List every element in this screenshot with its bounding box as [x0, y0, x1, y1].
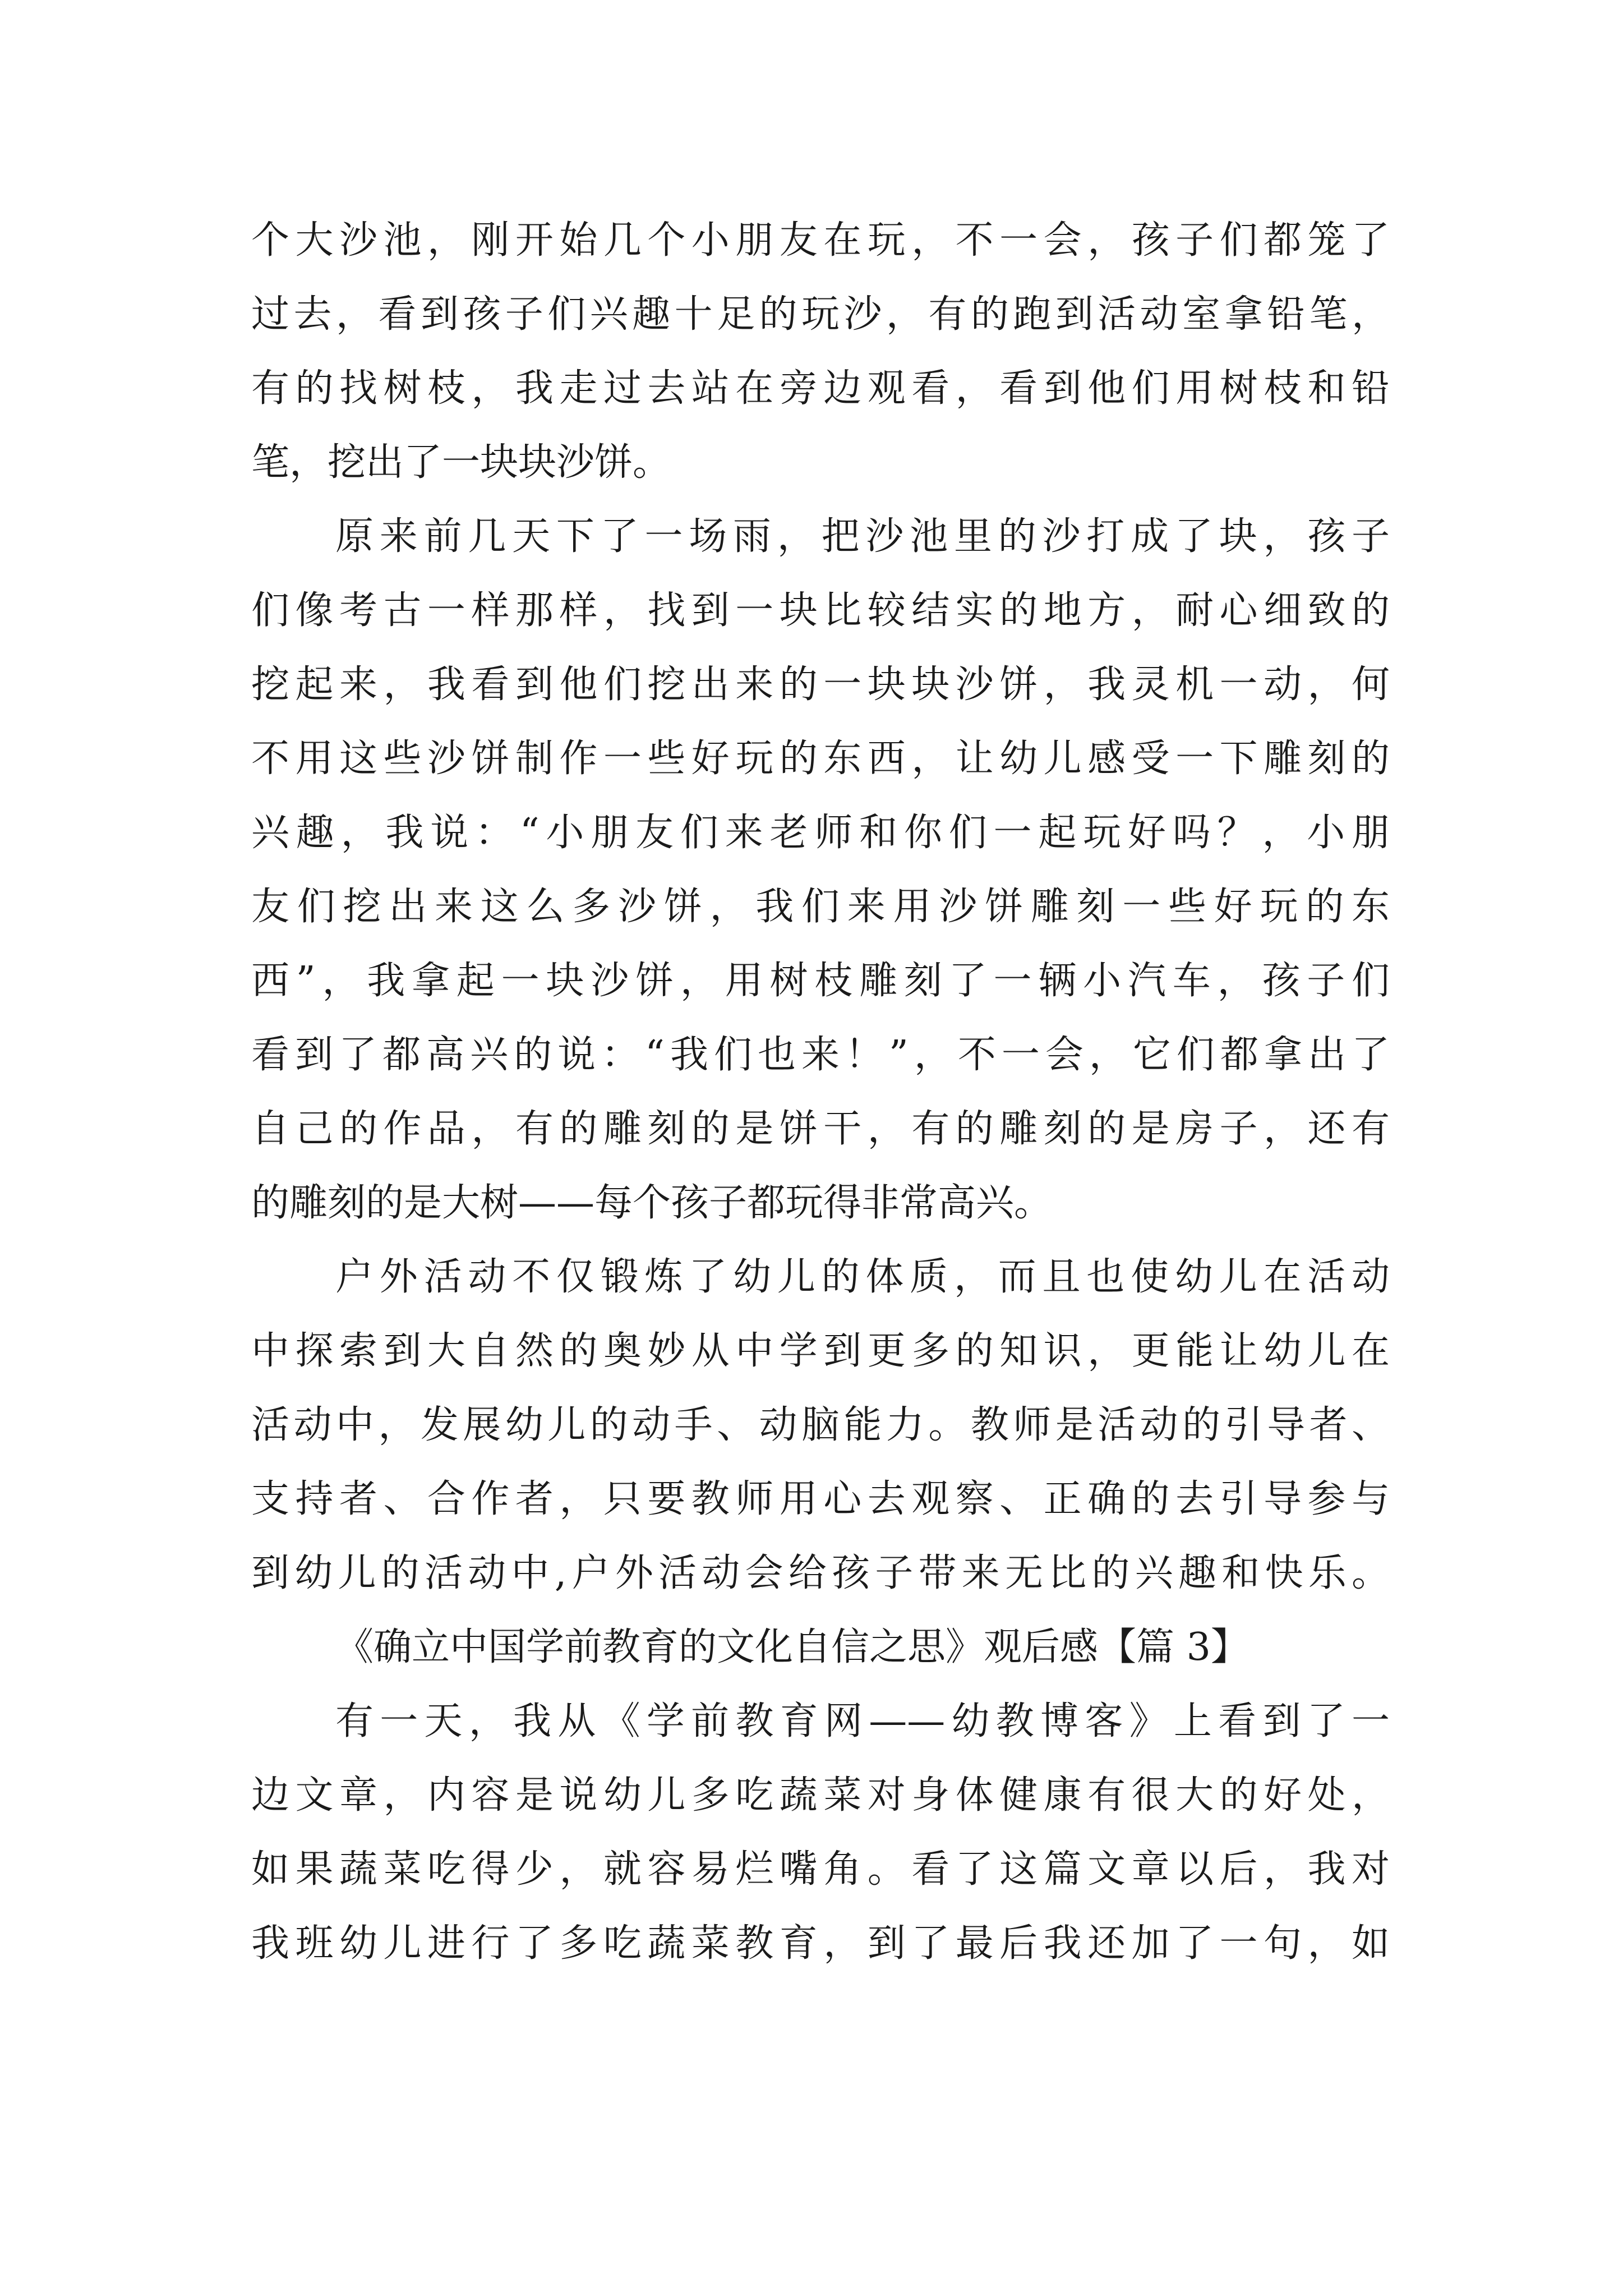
paragraph-vegetables — [251, 1685, 1390, 1981]
text-line: 到幼儿的活动中,户外活动会给孩子带来无比的兴趣和快乐。 — [251, 1551, 1390, 1595]
text-line: 有一天，我从《学前教育网——幼教博客》上看到了一 — [335, 1699, 1390, 1743]
text-line: 们像考古一样那样，找到一块比较结实的地方，耐心细致的 — [251, 588, 1390, 633]
text-line: 个大沙池，刚开始几个小朋友在玩，不一会，孩子们都笼了 — [251, 218, 1390, 263]
text-line: 原来前几天下了一场雨，把沙池里的沙打成了块，孩子 — [335, 514, 1390, 559]
text-line: 户外活动不仅锻炼了幼儿的体质，而且也使幼儿在活动 — [335, 1255, 1390, 1299]
paragraph-sand-carving — [251, 500, 1390, 1240]
text-line: 我班幼儿进行了多吃蔬菜教育，到了最后我还加了一句，如 — [251, 1921, 1390, 1966]
paragraph-outdoor-activity — [251, 1240, 1390, 1611]
text-line: 兴趣，我说：“小朋友们来老师和你们一起玩好吗？，小朋 — [251, 811, 1390, 855]
text-line: 西”，我拿起一块沙饼，用树枝雕刻了一辆小汽车，孩子们 — [251, 959, 1390, 1003]
text-line: 过去，看到孩子们兴趣十足的玩沙，有的跑到活动室拿铅笔， — [251, 292, 1390, 337]
text-line: 有的找树枝，我走过去站在旁边观看，看到他们用树枝和铅 — [251, 366, 1390, 411]
paragraph-sandpit-continuation — [251, 204, 1390, 500]
text-line: 笔，挖出了一块块沙饼。 — [251, 440, 671, 485]
text-line: 挖起来，我看到他们挖出来的一块块沙饼，我灵机一动，何 — [251, 662, 1390, 707]
section-heading: 《确立中国学前教育的文化自信之思》观后感【篇 3】 — [335, 1625, 1249, 1669]
text-line: 的雕刻的是大树——每个孩子都玩得非常高兴。 — [251, 1181, 1053, 1225]
document-body — [251, 204, 1390, 1981]
text-line: 支持者、合作者，只要教师用心去观察、正确的去引导参与 — [251, 1477, 1390, 1521]
text-line: 不用这些沙饼制作一些好玩的东西，让幼儿感受一下雕刻的 — [251, 737, 1390, 781]
text-line: 友们挖出来这么多沙饼，我们来用沙饼雕刻一些好玩的东 — [251, 885, 1390, 929]
text-line: 看到了都高兴的说：“我们也来！”，不一会，它们都拿出了 — [251, 1033, 1390, 1077]
text-line: 自己的作品，有的雕刻的是饼干，有的雕刻的是房子，还有 — [251, 1107, 1390, 1151]
text-line: 中探索到大自然的奥妙从中学到更多的知识，更能让幼儿在 — [251, 1329, 1390, 1373]
text-line: 活动中，发展幼儿的动手、动脑能力。教师是活动的引导者、 — [251, 1403, 1390, 1447]
text-line: 如果蔬菜吃得少，就容易烂嘴角。看了这篇文章以后，我对 — [251, 1847, 1390, 1892]
text-line: 边文章，内容是说幼儿多吃蔬菜对身体健康有很大的好处， — [251, 1773, 1390, 1818]
